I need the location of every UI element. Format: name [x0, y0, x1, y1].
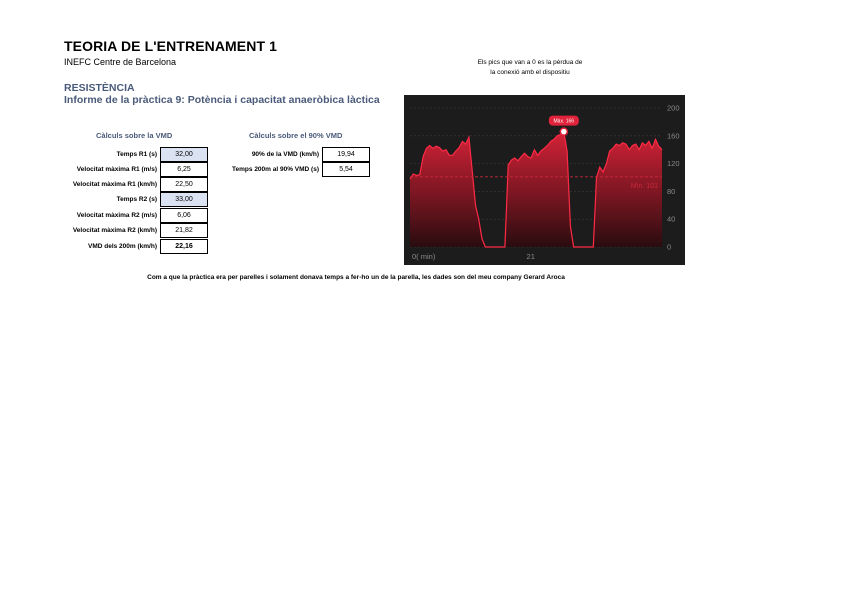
temps-r2-value: 33,00 [160, 192, 208, 207]
document-title: TEORIA DE L'ENTRENAMENT 1 [64, 38, 277, 54]
row-label: Velocitat màxima R1 (km/h) [72, 181, 157, 188]
max-point [560, 128, 567, 135]
min-label: Mín. 101 [630, 182, 658, 190]
vmd-200m-value: 22,16 [160, 239, 208, 254]
row-label: 90% de la VMD (km/h) [251, 151, 319, 158]
row-label: Temps 200m al 90% VMD (s) [232, 166, 319, 173]
table-row [40, 239, 208, 254]
pct-vmd-value: 19,94 [322, 147, 370, 162]
y-tick-label: 40 [667, 214, 676, 224]
table-row [40, 162, 208, 177]
row-label: Velocitat màxima R2 (m/s) [76, 212, 157, 219]
table-row [200, 162, 370, 177]
chart-note [460, 58, 600, 78]
y-tick-label: 0 [667, 242, 672, 252]
temps-200m-value: 5,54 [322, 162, 370, 177]
vel-max-r2-ms-value: 6,06 [160, 208, 208, 223]
chart-note-line-1: Els pics que van a 0 es la pèrdua de [477, 59, 583, 66]
institution-name: INEFC Centre de Barcelona [64, 57, 177, 67]
table-row [40, 223, 208, 238]
footer-note: Com a que la pràctica era per parelles i solament donava temps a fer-ho un de la parella, les dades son del meu company Gerard Aroca [147, 274, 565, 281]
vel-max-r1-kmh-value: 22,50 [160, 177, 208, 192]
vel-max-r1-ms-value: 6,25 [160, 162, 208, 177]
max-label: Màx. 166 [553, 118, 575, 125]
x-tick-label: 0( min) [412, 252, 436, 261]
row-label: Temps R1 (s) [116, 151, 157, 158]
vmd-table-heading: Càlculs sobre la VMD [96, 131, 173, 140]
row-label: VMD dels 200m (km/h) [88, 243, 157, 250]
row-label: Velocitat màxima R1 (m/s) [76, 166, 157, 173]
temps-r1-value: 32,00 [160, 147, 208, 162]
pct-table-heading: Càlculs sobre el 90% VMD [249, 131, 343, 140]
heart-rate-chart [404, 95, 685, 265]
table-row [40, 147, 208, 162]
y-tick-label: 120 [667, 159, 680, 169]
table-row [200, 147, 370, 162]
y-tick-label: 80 [667, 186, 676, 196]
row-label: Temps R2 (s) [116, 196, 157, 203]
report-title: Informe de la pràctica 9: Potència i capacitat anaeròbica làctica [64, 94, 380, 106]
vel-max-r2-kmh-value: 21,82 [160, 223, 208, 238]
x-tick-label: 21 [526, 252, 535, 261]
table-row [40, 208, 208, 223]
row-label: Velocitat màxima R2 (km/h) [72, 227, 157, 234]
section-title: RESISTÈNCIA [64, 82, 135, 94]
y-tick-label: 200 [667, 103, 680, 113]
table-row [40, 192, 208, 207]
y-tick-label: 160 [667, 131, 680, 141]
chart-note-line-2: la conexió amb el dispositiu [490, 69, 570, 76]
table-row [40, 177, 208, 192]
